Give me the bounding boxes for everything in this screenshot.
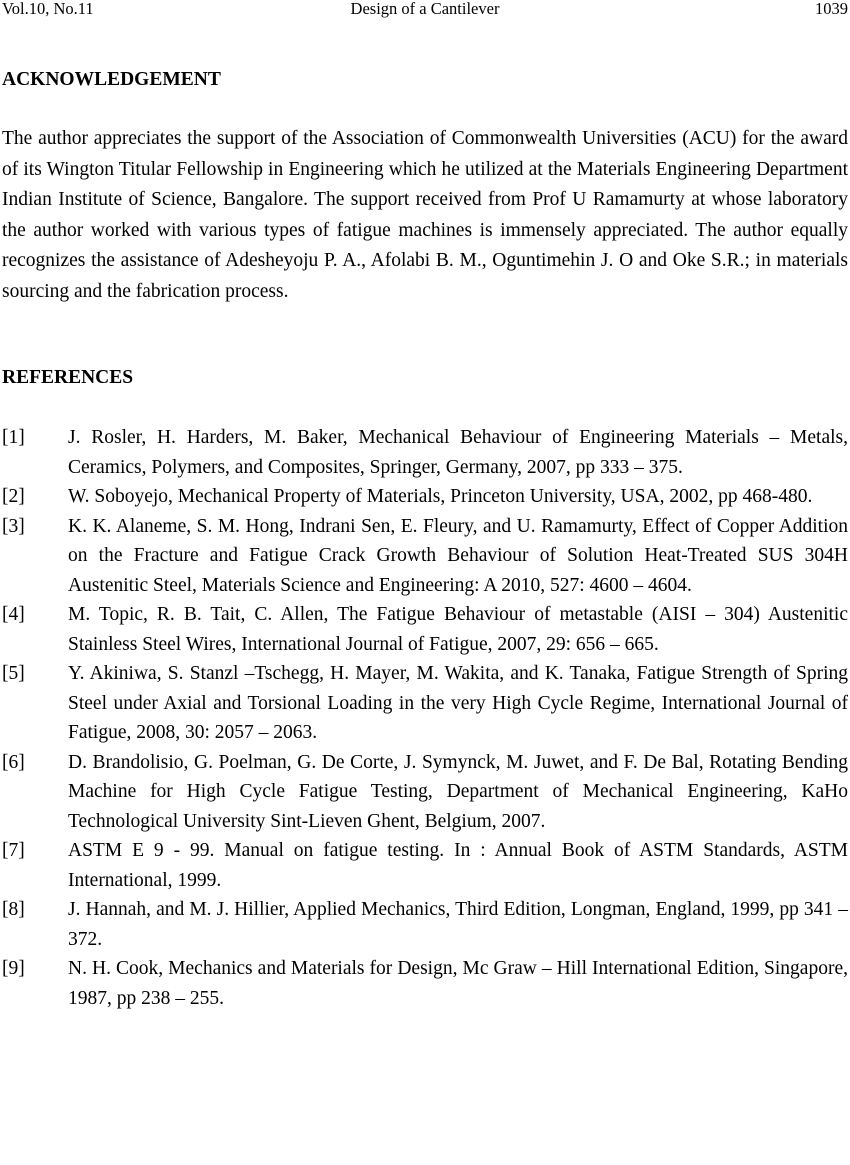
- reference-number: [6]: [2, 751, 25, 773]
- reference-item-2: [2, 482, 848, 512]
- reference-text: J. Rosler, H. Harders, M. Baker, Mechanical Behaviour of Engineering Materials – Metals, Ceramics, Polymers, and Composites, Springer, Germany, 2007, pp 333 – 375.: [68, 427, 848, 478]
- volume-issue: Vol.10, No.11: [2, 0, 94, 18]
- reference-item-7: [2, 836, 848, 895]
- reference-number: [9]: [2, 958, 25, 979]
- reference-number: [7]: [2, 840, 25, 861]
- reference-list: [2, 423, 848, 1013]
- reference-number: [1]: [2, 427, 25, 448]
- reference-item-6: [2, 748, 848, 837]
- reference-item-3: [2, 512, 848, 601]
- reference-text: J. Hannah, and M. J. Hillier, Applied Mechanics, Third Edition, Longman, England, 1999, pp 341 – 372.: [68, 899, 848, 950]
- references-heading: REFERENCES: [2, 367, 134, 388]
- reference-text: D. Brandolisio, G. Poelman, G. De Corte, J. Symynck, M. Juwet, and F. De Bal, Rotating Bending Machine for High Cycle Fatigue Testing, Department of Mechanical Engineering, KaHo Technological University Sint-Lieven Ghent, Belgium, 2007.: [68, 751, 848, 832]
- reference-text: W. Soboyejo, Mechanical Property of Materials, Princeton University, USA, 2002, pp 468-480.: [68, 486, 813, 507]
- page-number: 1039: [815, 0, 848, 18]
- reference-text: K. K. Alaneme, S. M. Hong, Indrani Sen, E. Fleury, and U. Ramamurty, Effect of Copper Addition on the Fracture and Fatigue Crack Growth Behaviour of Solution Heat-Treated SUS 304H Austenitic Steel, Materials Science and Engineering: A 2010, 527: 4600 – 4604.: [68, 515, 848, 596]
- reference-text: M. Topic, R. B. Tait, C. Allen, The Fatigue Behaviour of metastable (AISI – 304) Austenitic Stainless Steel Wires, International Journal of Fatigue, 2007, 29: 656 – 665.: [68, 604, 848, 655]
- running-header: [2, 0, 848, 19]
- reference-number: [4]: [2, 604, 25, 625]
- reference-item-4: [2, 600, 848, 659]
- reference-number: [3]: [2, 515, 25, 537]
- running-title: Design of a Cantilever: [350, 0, 500, 18]
- reference-number: [8]: [2, 899, 25, 920]
- reference-text: N. H. Cook, Mechanics and Materials for Design, Mc Graw – Hill International Edition, Singapore, 1987, pp 238 – 255.: [68, 958, 848, 1009]
- reference-item-9: [2, 954, 848, 1013]
- reference-text: Y. Akiniwa, S. Stanzl –Tschegg, H. Mayer, M. Wakita, and K. Tanaka, Fatigue Strength of Spring Steel under Axial and Torsional Loading in the very High Cycle Regime, International Journal of Fatigue, 2008, 30: 2057 – 2063.: [68, 663, 848, 743]
- reference-number: [2]: [2, 486, 25, 507]
- reference-text: ASTM E 9 - 99. Manual on fatigue testing. In : Annual Book of ASTM Standards, ASTM International, 1999.: [68, 840, 848, 891]
- reference-item-5: [2, 659, 848, 748]
- reference-item-1: [2, 423, 848, 482]
- reference-number: [5]: [2, 663, 25, 684]
- acknowledgement-heading: ACKNOWLEDGEMENT: [2, 69, 221, 90]
- reference-item-8: [2, 895, 848, 954]
- acknowledgement-paragraph: The author appreciates the support of the Association of Commonwealth Universities (ACU) for the award of its Wington Titular Fellowship in Engineering which he utilized at the Materials Engineering Department Indian Institute of Science, Bangalore. The support received from Prof U Ramamurty at whose laboratory the author worked with various types of fatigue machines is immensely appreciated. The author equally recognizes the assistance of Adesheyoju P. A., Afolabi B. M., Oguntimehin J. O and Oke S.R.; in materials sourcing and the fabrication process.: [2, 128, 848, 302]
